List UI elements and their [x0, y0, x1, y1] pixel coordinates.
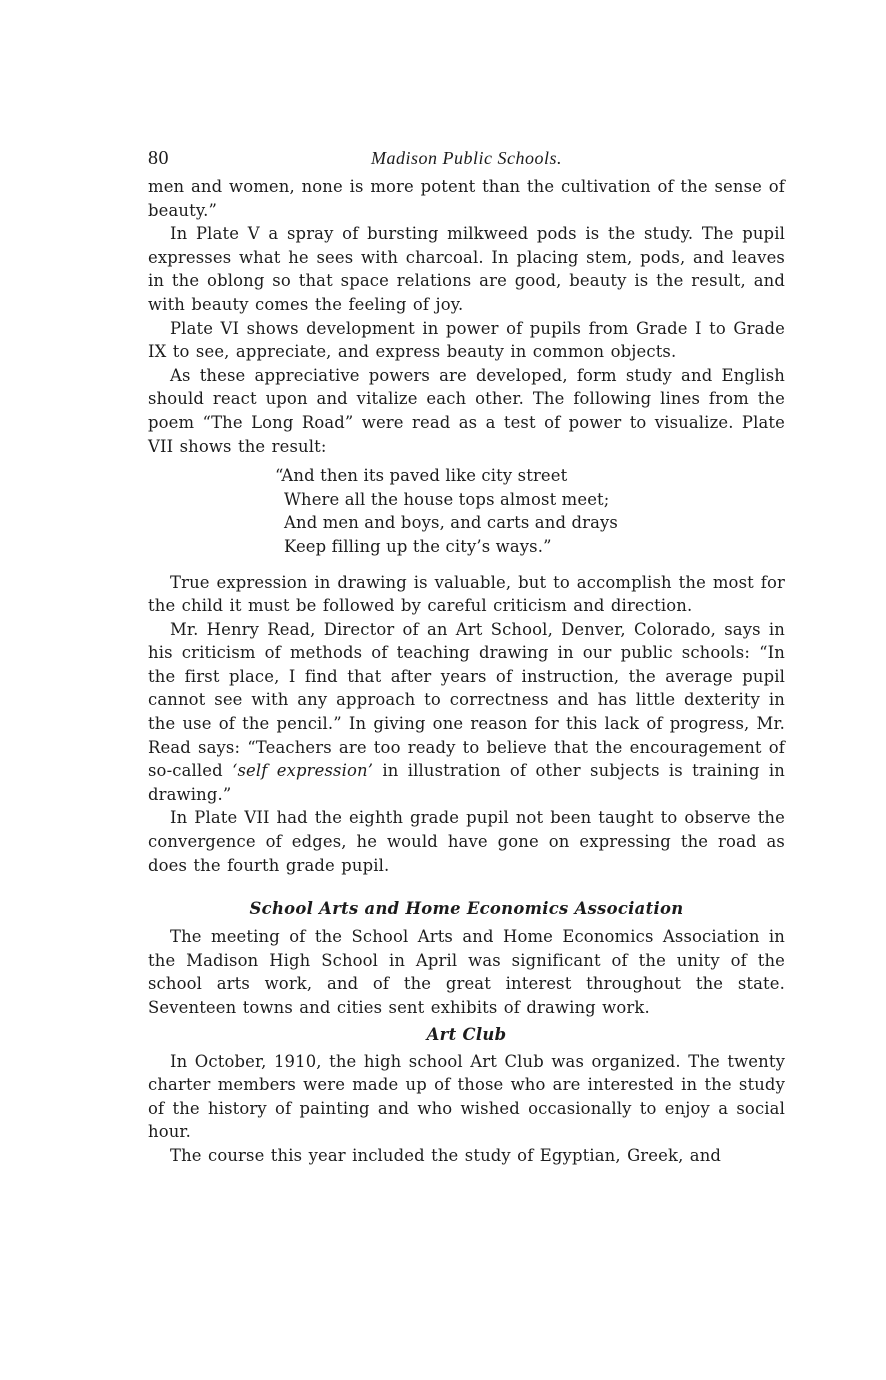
paragraph: In Plate V a spray of bursting milkweed pods is the study. The pupil expresses what he sees with charcoal. In placing stem, pods, and leaves in the oblong so that space relations are good, beauty is the result, and with beauty comes the feeling of joy. [148, 224, 785, 314]
poem-line: “And then its paved like city street [275, 466, 568, 486]
paragraph: In October, 1910, the high school Art Club was organized. The twenty charter members were made up of those who are interested in the study of the history of painting and who wished occasionally to enjoy a social hour. [148, 1051, 785, 1142]
italic-phrase: ‘self expression’ [232, 761, 374, 781]
running-head [148, 143, 785, 175]
body-text [148, 175, 785, 1168]
running-title: Madison Public Schools. [371, 148, 562, 168]
paragraph: True expression in drawing is valuable, but to accomplish the most for the child it must be followed by careful criticism and direction. [148, 572, 785, 616]
poem-line: And men and boys, and carts and drays [284, 513, 618, 533]
section-heading-association: School Arts and Home Economics Association [249, 899, 684, 919]
paragraph: Plate VI shows development in power of pupils from Grade I to Grade IX to see, appreciate, and express beauty in common objects. [148, 318, 785, 362]
paragraph-text: in illustration of other subjects is training in drawing.” [148, 761, 786, 804]
paragraph [148, 618, 785, 807]
poem-line: Where all the house tops almost meet; [284, 489, 610, 509]
book-page [148, 143, 785, 1168]
poem-quotation [275, 464, 785, 558]
paragraph: men and women, none is more potent than the cultivation of the sense of beauty.” [148, 177, 785, 220]
paragraph: The meeting of the School Arts and Home Economics Association in the Madison High School in April was significant of the unity of the school arts work, and of the great interest throughout the state. Seventeen towns and cities sent exhibits of drawing work. [148, 927, 785, 1017]
poem-line: Keep filling up the city’s ways.” [284, 536, 552, 556]
paragraph-text: Mr. Henry Read, Director of an Art School, Denver, Colorado, says in his criticism of methods of teaching drawing in our public schools: “In the first place, I find that after years of instruction, the average pupil cannot see with any approach to correctness and has little dexterity in the use of the pencil.” In giving one reason for this lack of progress, Mr. Read says: “Teachers are too ready to believe that the encouragement of so-called [148, 619, 785, 781]
paragraph: The course this year included the study of Egyptian, Greek, and [170, 1145, 722, 1165]
paragraph: In Plate VII had the eighth grade pupil not been taught to observe the convergence of edges, he would have gone on expressing the road as does the fourth grade pupil. [148, 808, 785, 875]
paragraph: As these appreciative powers are developed, form study and English should react upon and vitalize each other. The following lines from the poem “The Long Road” were read as a test of power to visualize. Plate VII shows the result: [148, 365, 785, 456]
page-number: 80 [148, 147, 169, 169]
section-heading-art-club: Art Club [426, 1024, 507, 1044]
